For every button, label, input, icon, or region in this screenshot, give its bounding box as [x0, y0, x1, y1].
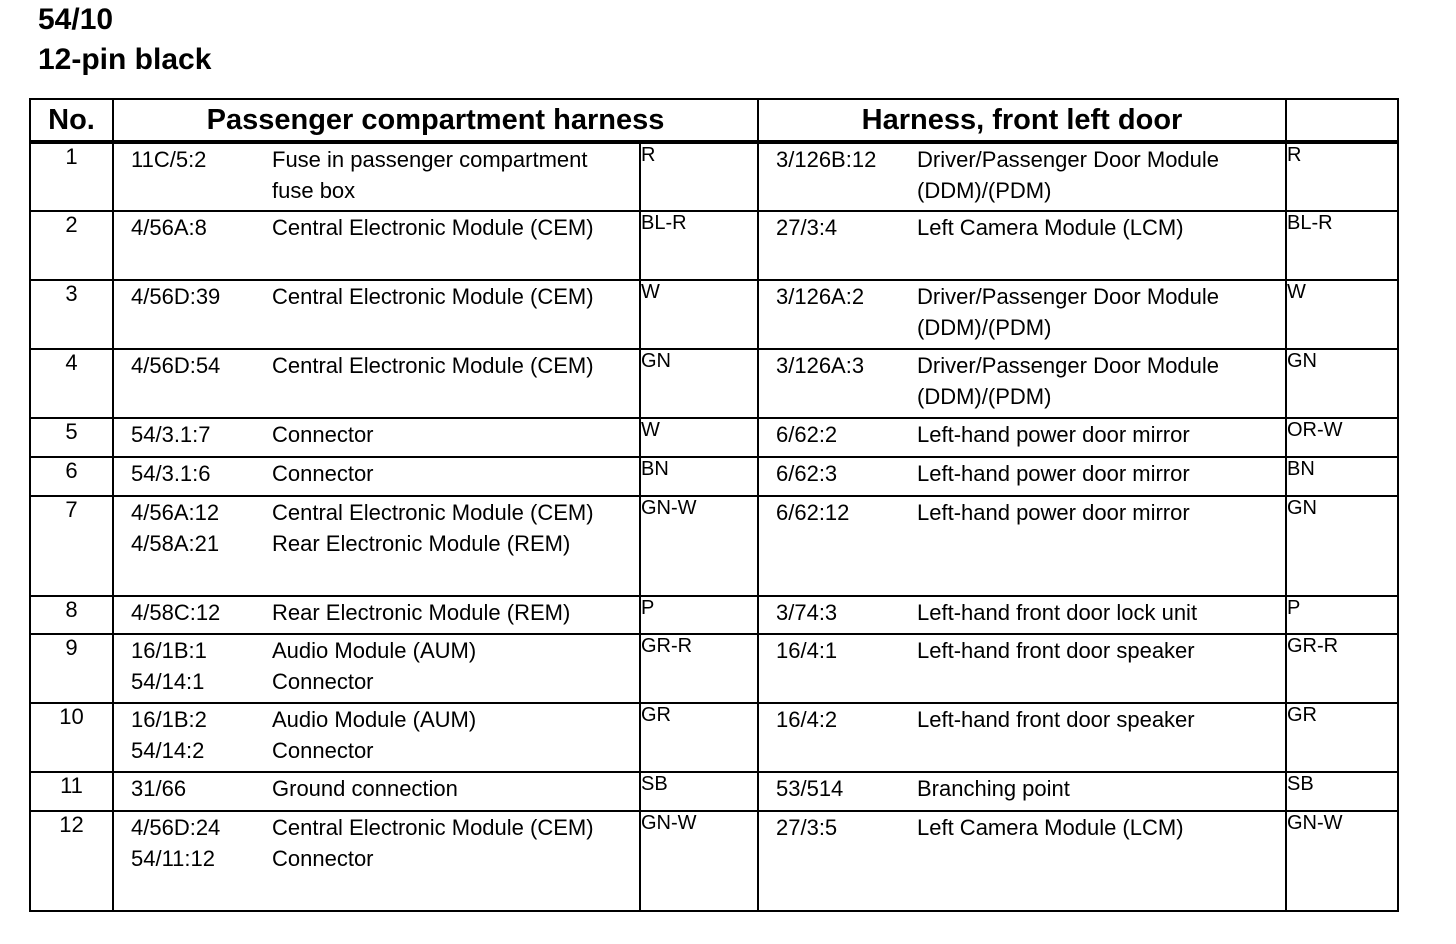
pin-reference: 6/62:3	[776, 461, 838, 486]
right-harness-cell	[758, 142, 1286, 211]
pin-reference: 4/58C:12	[131, 600, 221, 625]
right-harness-cell	[758, 418, 1286, 457]
left-wire-color: SB	[640, 772, 758, 811]
component-description: Left-hand front door speaker	[917, 638, 1195, 663]
left-wire-color: P	[640, 596, 758, 634]
right-harness-entry	[759, 144, 1285, 206]
right-wire-color: BN	[1286, 457, 1398, 496]
right-harness-cell	[758, 496, 1286, 596]
pin-number: 10	[30, 703, 113, 772]
pin-reference: 16/1B:1	[131, 638, 207, 663]
pin-reference: 31/66	[131, 776, 187, 801]
pin-number: 1	[30, 142, 113, 211]
table-row	[30, 772, 1398, 811]
left-harness-cell	[113, 634, 640, 703]
table-header-row	[30, 99, 1398, 142]
pin-reference: 54/14:2	[131, 738, 205, 763]
pin-number: 9	[30, 634, 113, 703]
component-description: Ground connection	[272, 776, 458, 801]
table-row	[30, 596, 1398, 634]
left-harness-cell	[113, 596, 640, 634]
component-description: Central Electronic Module (CEM)	[272, 284, 594, 309]
component-description: Driver/Passenger Door Module (DDM)/(PDM)	[917, 284, 1220, 340]
left-wire-color: GR-R	[640, 634, 758, 703]
right-harness-entry	[759, 419, 1285, 450]
pin-reference: 4/58A:21	[131, 531, 220, 556]
component-description: Left-hand power door mirror	[917, 422, 1190, 447]
component-description: Connector	[272, 738, 374, 763]
pin-reference: 4/56D:54	[131, 353, 221, 378]
right-wire-color: BL-R	[1286, 211, 1398, 280]
table-row	[30, 703, 1398, 772]
left-harness-entry	[114, 704, 639, 735]
right-harness-entry	[759, 635, 1285, 666]
component-description: Left Camera Module (LCM)	[917, 215, 1184, 240]
pin-reference: 4/56A:12	[131, 500, 220, 525]
table-row	[30, 280, 1398, 349]
right-harness-cell	[758, 772, 1286, 811]
left-harness-cell	[113, 211, 640, 280]
pin-reference: 3/126B:12	[776, 147, 877, 172]
right-wire-color: R	[1286, 142, 1398, 211]
header-left-harness: Passenger compartment harness	[113, 99, 758, 142]
left-wire-color: GN	[640, 349, 758, 418]
table-row	[30, 418, 1398, 457]
component-description: Rear Electronic Module (REM)	[272, 531, 571, 556]
right-harness-entry	[759, 773, 1285, 804]
right-wire-color: GN	[1286, 349, 1398, 418]
header-no: No.	[30, 99, 113, 142]
pin-reference: 6/62:12	[776, 500, 850, 525]
left-wire-color: W	[640, 418, 758, 457]
right-harness-entry	[759, 458, 1285, 489]
left-harness-cell	[113, 811, 640, 911]
left-harness-cell	[113, 703, 640, 772]
pin-reference: 3/126A:2	[776, 284, 865, 309]
pin-number: 7	[30, 496, 113, 596]
right-wire-color: GR-R	[1286, 634, 1398, 703]
right-wire-color: W	[1286, 280, 1398, 349]
right-harness-entry	[759, 281, 1285, 343]
component-description: Connector	[272, 846, 374, 871]
right-harness-entry	[759, 597, 1285, 628]
pin-reference: 3/74:3	[776, 600, 838, 625]
right-harness-cell	[758, 211, 1286, 280]
pin-reference: 3/126A:3	[776, 353, 865, 378]
left-harness-entry	[114, 212, 639, 243]
component-description: Connector	[272, 461, 374, 486]
table-row	[30, 811, 1398, 911]
left-harness-entry	[114, 497, 639, 528]
right-harness-entry	[759, 212, 1285, 243]
component-description: Connector	[272, 669, 374, 694]
component-description: Central Electronic Module (CEM)	[272, 815, 594, 840]
pin-number: 3	[30, 280, 113, 349]
right-harness-cell	[758, 703, 1286, 772]
right-harness-cell	[758, 457, 1286, 496]
table-row	[30, 349, 1398, 418]
pin-reference: 53/514	[776, 776, 844, 801]
pin-reference: 6/62:2	[776, 422, 838, 447]
pin-reference: 4/56D:24	[131, 815, 221, 840]
left-wire-color: GN-W	[640, 496, 758, 596]
pin-number: 4	[30, 349, 113, 418]
table-row	[30, 496, 1398, 596]
component-description: Central Electronic Module (CEM)	[272, 353, 594, 378]
pin-reference: 16/1B:2	[131, 707, 207, 732]
left-harness-entry	[114, 812, 639, 843]
left-harness-entry	[114, 635, 639, 666]
component-description: Audio Module (AUM)	[272, 638, 477, 663]
component-description: Rear Electronic Module (REM)	[272, 600, 571, 625]
left-harness-entry	[114, 735, 639, 766]
table-row	[30, 634, 1398, 703]
left-wire-color: BL-R	[640, 211, 758, 280]
pin-reference: 11C/5:2	[131, 147, 207, 172]
header-right-harness: Harness, front left door	[758, 99, 1286, 142]
header-right-color	[1286, 99, 1398, 142]
pin-reference: 27/3:4	[776, 215, 838, 240]
left-harness-cell	[113, 349, 640, 418]
component-description: Left-hand power door mirror	[917, 461, 1190, 486]
connector-id: 54/10	[38, 3, 114, 36]
left-harness-cell	[113, 418, 640, 457]
pin-reference: 4/56D:39	[131, 284, 221, 309]
component-description: Left Camera Module (LCM)	[917, 815, 1184, 840]
left-wire-color: BN	[640, 457, 758, 496]
pin-number: 11	[30, 772, 113, 811]
left-harness-entry	[114, 843, 639, 874]
table-row	[30, 142, 1398, 211]
left-harness-cell	[113, 496, 640, 596]
left-harness-cell	[113, 142, 640, 211]
left-wire-color: GN-W	[640, 811, 758, 911]
right-harness-entry	[759, 812, 1285, 843]
right-wire-color: GN	[1286, 496, 1398, 596]
left-wire-color: W	[640, 280, 758, 349]
left-harness-entry	[114, 666, 639, 697]
right-harness-cell	[758, 349, 1286, 418]
left-harness-entry	[114, 528, 639, 559]
component-description: Central Electronic Module (CEM)	[272, 500, 594, 525]
left-harness-entry	[114, 281, 639, 312]
right-harness-cell	[758, 811, 1286, 911]
pin-reference: 54/14:1	[131, 669, 205, 694]
component-description: Central Electronic Module (CEM)	[272, 215, 594, 240]
right-wire-color: SB	[1286, 772, 1398, 811]
right-harness-entry	[759, 350, 1285, 412]
right-harness-cell	[758, 280, 1286, 349]
right-wire-color: GR	[1286, 703, 1398, 772]
pin-number: 6	[30, 457, 113, 496]
left-harness-cell	[113, 280, 640, 349]
left-harness-entry	[114, 458, 639, 489]
left-harness-cell	[113, 457, 640, 496]
pin-reference: 16/4:1	[776, 638, 838, 663]
left-harness-entry	[114, 144, 639, 206]
pin-reference: 54/11:12	[131, 846, 216, 871]
component-description: Left-hand front door lock unit	[917, 600, 1198, 625]
left-wire-color: R	[640, 142, 758, 211]
component-description: Left-hand front door speaker	[917, 707, 1195, 732]
connector-description: 12-pin black	[38, 43, 212, 76]
component-description: Left-hand power door mirror	[917, 500, 1190, 525]
pin-number: 2	[30, 211, 113, 280]
pin-number: 5	[30, 418, 113, 457]
component-description: Driver/Passenger Door Module (DDM)/(PDM)	[917, 353, 1220, 409]
pin-number: 8	[30, 596, 113, 634]
right-wire-color: GN-W	[1286, 811, 1398, 911]
right-harness-cell	[758, 596, 1286, 634]
component-description: Branching point	[917, 776, 1070, 801]
pin-reference: 54/3.1:6	[131, 461, 211, 486]
pin-reference: 54/3.1:7	[131, 422, 211, 447]
pin-reference: 4/56A:8	[131, 215, 207, 240]
component-description: Connector	[272, 422, 374, 447]
right-wire-color: OR-W	[1286, 418, 1398, 457]
right-harness-entry	[759, 497, 1285, 528]
component-description: Audio Module (AUM)	[272, 707, 477, 732]
left-harness-cell	[113, 772, 640, 811]
table-body	[30, 142, 1398, 911]
left-harness-entry	[114, 350, 639, 381]
pin-number: 12	[30, 811, 113, 911]
left-harness-entry	[114, 419, 639, 450]
left-wire-color: GR	[640, 703, 758, 772]
pin-reference: 27/3:5	[776, 815, 838, 840]
right-wire-color: P	[1286, 596, 1398, 634]
pin-table	[29, 98, 1399, 912]
right-harness-entry	[759, 704, 1285, 735]
left-harness-entry	[114, 773, 639, 804]
right-harness-cell	[758, 634, 1286, 703]
pin-reference: 16/4:2	[776, 707, 838, 732]
table-row	[30, 457, 1398, 496]
component-description: Driver/Passenger Door Module (DDM)/(PDM)	[917, 147, 1220, 203]
left-harness-entry	[114, 597, 639, 628]
table-row	[30, 211, 1398, 280]
component-description: Fuse in passenger compartment fuse box	[272, 147, 588, 203]
